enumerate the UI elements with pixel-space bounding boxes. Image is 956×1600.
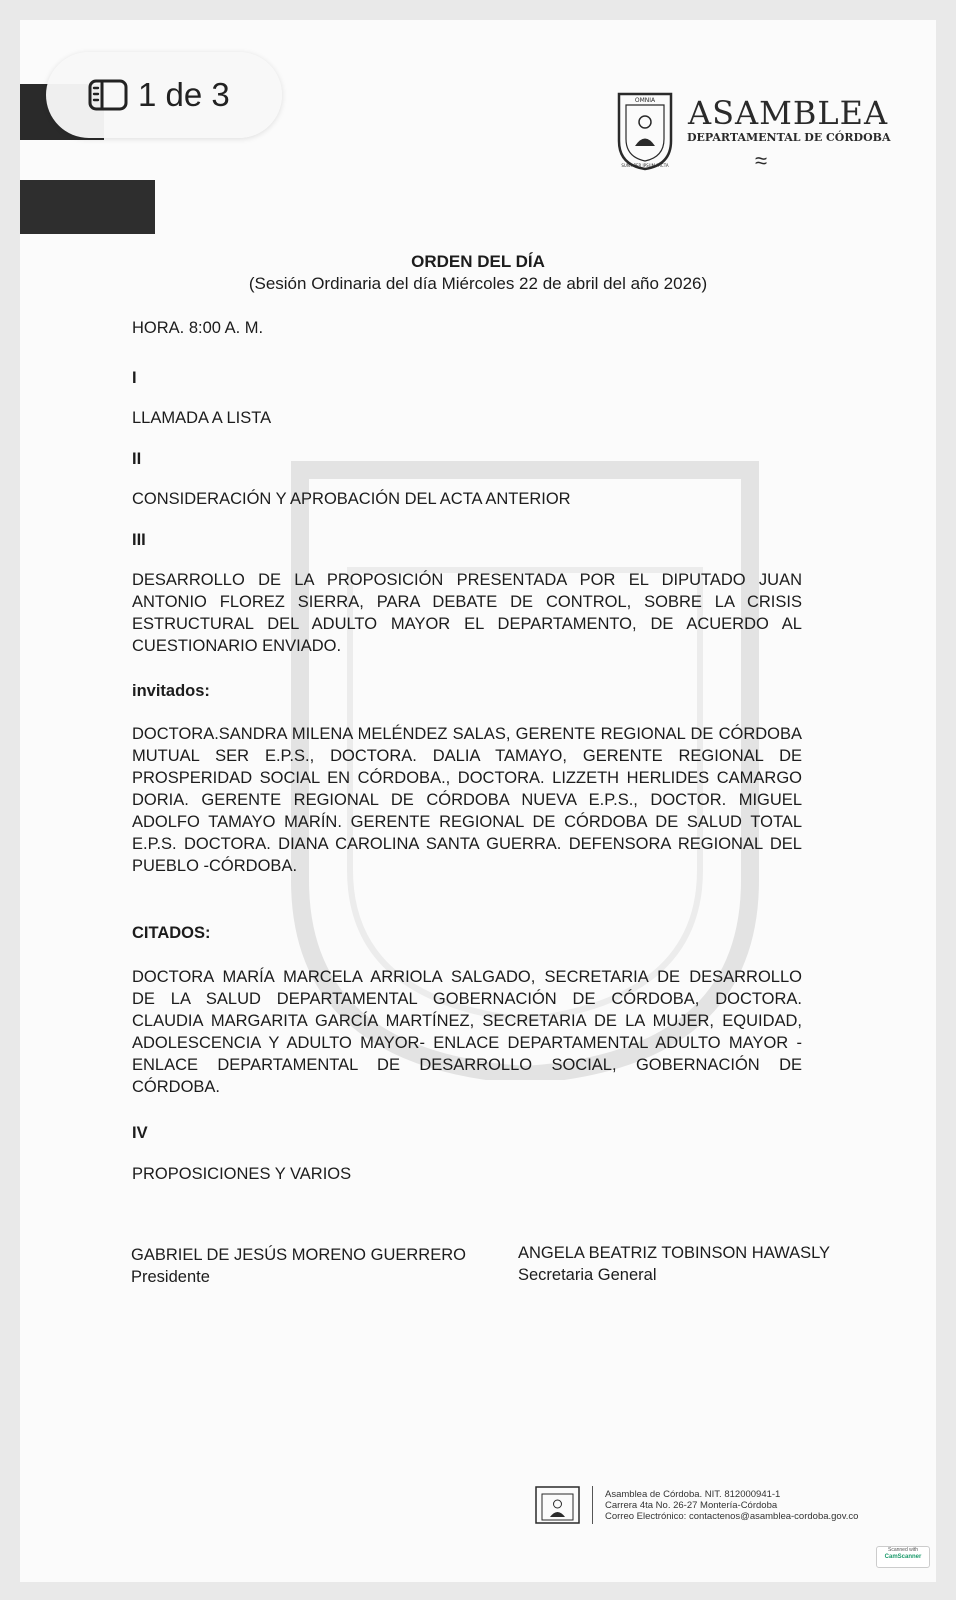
paragraph-line: ANTONIO FLOREZ SIERRA, PARA DEBATE DE CONTROL, SOBRE LA CRISIS bbox=[132, 593, 802, 611]
section-number: IV bbox=[132, 1124, 148, 1142]
paragraph-line: DOCTORA.SANDRA MILENA MELÉNDEZ SALAS, GERENTE REGIONAL DE CÓRDOBA bbox=[132, 725, 802, 743]
section-text: PROPOSICIONES Y VARIOS bbox=[132, 1165, 352, 1183]
scan-artifact-bar bbox=[20, 180, 155, 234]
document-subtitle: (Sesión Ordinaria del día Miércoles 22 de abril del año 2026) bbox=[248, 274, 708, 293]
paragraph-line: ADOLESCENCIA Y ADULTO MAYOR- ENLACE DEPARTAMENTAL ADULTO MAYOR - bbox=[132, 1034, 802, 1052]
paragraph-line: DESARROLLO DE LA PROPOSICIÓN PRESENTADA POR EL DIPUTADO JUAN bbox=[132, 571, 802, 589]
page-indicator[interactable] bbox=[46, 52, 282, 138]
signer-name: ANGELA BEATRIZ TOBINSON HAWASLY bbox=[518, 1244, 831, 1262]
svg-text:OMNIA: OMNIA bbox=[634, 97, 656, 104]
paragraph-line: PROSPERIDAD SOCIAL EN CÓRDOBA., DOCTORA. LIZZETH HERLIDES CAMARGO bbox=[132, 769, 802, 787]
paragraph-line: PUEBLO -CÓRDOBA. bbox=[132, 857, 298, 875]
letterhead-name: ASAMBLEA bbox=[688, 94, 889, 132]
footer-line: Asamblea de Córdoba. NIT. 812000941-1 bbox=[605, 1489, 781, 1500]
document-title: ORDEN DEL DÍA bbox=[411, 252, 545, 271]
section-text: CONSIDERACIÓN Y APROBACIÓN DEL ACTA ANTERIOR bbox=[132, 490, 571, 508]
footer-divider bbox=[592, 1486, 593, 1524]
signer-role: Presidente bbox=[131, 1268, 210, 1286]
page-indicator-label: 1 de 3 bbox=[138, 76, 230, 113]
scanner-badge bbox=[876, 1546, 930, 1568]
section-text: LLAMADA A LISTA bbox=[132, 409, 272, 427]
scanner-badge-caption: Scanned with bbox=[887, 1547, 919, 1553]
footer-line: Correo Electrónico: contactenos@asamblea-cordoba.gov.co bbox=[605, 1511, 859, 1522]
document-page bbox=[20, 20, 936, 1582]
paragraph-line: E.P.S. DOCTORA. DIANA CAROLINA SANTA GUERRA. DEFENSORA REGIONAL DEL bbox=[132, 835, 802, 853]
signer-name: GABRIEL DE JESÚS MORENO GUERRERO bbox=[131, 1246, 466, 1264]
paragraph-line: CUESTIONARIO ENVIADO. bbox=[132, 637, 342, 655]
paragraph-line: ADOLFO TAMAYO MARÍN. GERENTE REGIONAL DE CÓRDOBA DE SALUD TOTAL bbox=[132, 813, 802, 831]
citados-paragraph bbox=[132, 966, 802, 1098]
paragraph-line: DE LA SALUD DEPARTAMENTAL GOBERNACIÓN DE CÓRDOBA, DOCTORA. bbox=[132, 990, 802, 1008]
section-paragraph bbox=[132, 569, 802, 657]
signer-block bbox=[131, 1244, 466, 1288]
paragraph-line: ESTRUCTURAL DEL ADULTO MAYOR EL DEPARTAMENTO, DE ACUERDO AL bbox=[132, 615, 802, 633]
svg-text:SUNT PER IPSUM FACTA: SUNT PER IPSUM FACTA bbox=[621, 163, 669, 168]
paragraph-line: CLAUDIA MARGARITA GARCÍA MARTÍNEZ, SECRETARIA DE LA MUJER, EQUIDAD, bbox=[132, 1012, 802, 1030]
sidebar-panel-icon[interactable] bbox=[88, 79, 128, 111]
paragraph-line: CÓRDOBA. bbox=[132, 1078, 221, 1096]
section-number: III bbox=[132, 531, 146, 549]
signer-block bbox=[518, 1242, 830, 1286]
scanner-badge-label: CamScanner bbox=[884, 1554, 922, 1560]
paragraph-line: ENLACE DEPARTAMENTAL DE DESARROLLO SOCIAL, GOBERNACIÓN DE bbox=[132, 1056, 802, 1074]
letterhead-mark: ≈ bbox=[755, 148, 768, 173]
letterhead-subtitle: DEPARTAMENTAL DE CÓRDOBA bbox=[687, 131, 891, 144]
paragraph-line: MUTUAL SER E.P.S., DOCTORA. DALIA TAMAYO, GERENTE REGIONAL DE bbox=[132, 747, 802, 765]
invitados-label: invitados: bbox=[132, 682, 210, 700]
signer-role: Secretaria General bbox=[518, 1266, 657, 1284]
paragraph-line: DORIA. GERENTE REGIONAL DE CÓRDOBA NUEVA E.P.S., DOCTOR. MIGUEL bbox=[132, 791, 802, 809]
assembly-seal-icon bbox=[616, 91, 674, 171]
section-number: I bbox=[132, 369, 137, 387]
paragraph-line: DOCTORA MARÍA MARCELA ARRIOLA SALGADO, SECRETARIA DE DESARROLLO bbox=[132, 968, 802, 986]
footer-seal-icon bbox=[535, 1486, 580, 1524]
section-number: II bbox=[132, 450, 142, 468]
invitados-paragraph bbox=[132, 723, 802, 877]
citados-label: CITADOS: bbox=[132, 924, 211, 942]
session-hour: HORA. 8:00 A. M. bbox=[132, 319, 264, 337]
footer-line: Carrera 4ta No. 26-27 Montería-Córdoba bbox=[605, 1500, 778, 1511]
